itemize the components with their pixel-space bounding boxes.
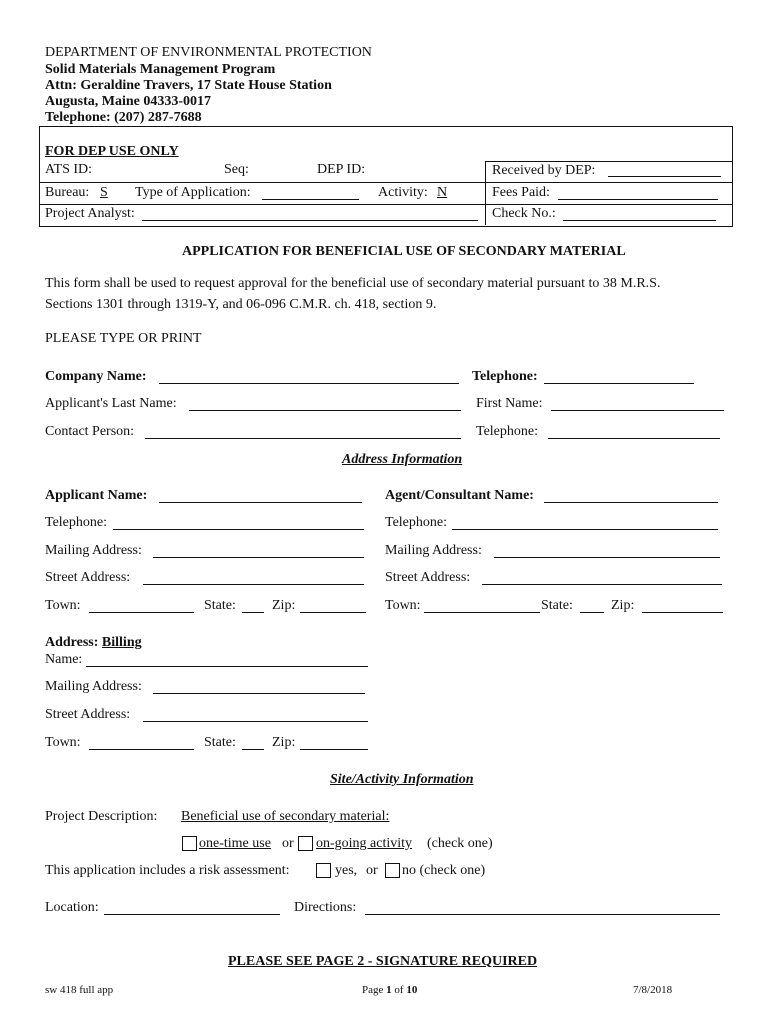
- applicant-town-field[interactable]: [89, 612, 194, 613]
- page-current: 1: [386, 984, 392, 996]
- billing-name-label: Name:: [45, 652, 83, 667]
- program-name: Solid Materials Management Program: [45, 62, 276, 77]
- agent-mailing-label: Mailing Address:: [385, 543, 482, 558]
- dep-id-label: DEP ID:: [317, 162, 366, 177]
- directions-label: Directions:: [294, 900, 357, 915]
- activity-label: Activity:: [378, 185, 428, 200]
- company-telephone-label: Telephone:: [472, 369, 538, 384]
- intro-line-2: Sections 1301 through 1319-Y, and 06-096 C.M.R. ch. 418, section 9.: [45, 297, 437, 312]
- agent-telephone-label: Telephone:: [385, 515, 447, 530]
- on-going-activity-checkbox[interactable]: [298, 836, 313, 851]
- check-no-label: Check No.:: [492, 206, 556, 221]
- agent-state-label: State:: [541, 598, 573, 613]
- project-description-label: Project Description:: [45, 809, 158, 824]
- attn-line: Attn: Geraldine Travers, 17 State House Station: [45, 78, 332, 93]
- applicant-state-label: State:: [204, 598, 236, 613]
- risk-yes-label: yes,: [335, 863, 358, 878]
- risk-or-label: or: [366, 863, 378, 878]
- agent-town-field[interactable]: [424, 612, 540, 613]
- received-field[interactable]: [608, 176, 721, 177]
- billing-zip-field[interactable]: [300, 749, 368, 750]
- city-line: Augusta, Maine 04333-0017: [45, 94, 212, 109]
- contact-telephone-label: Telephone:: [476, 424, 538, 439]
- company-name-label: Company Name:: [45, 369, 147, 384]
- applicant-name-label: Applicant Name:: [45, 488, 148, 503]
- agent-state-field[interactable]: [580, 612, 604, 613]
- applicant-state-field[interactable]: [242, 612, 264, 613]
- applicant-street-field[interactable]: [143, 584, 364, 585]
- contact-person-field[interactable]: [145, 438, 461, 439]
- billing-street-field[interactable]: [143, 721, 368, 722]
- activity-value: N: [437, 185, 448, 200]
- billing-street-label: Street Address:: [45, 707, 131, 722]
- agent-name-label: Agent/Consultant Name:: [385, 488, 534, 503]
- check-no-field[interactable]: [563, 220, 716, 221]
- intro-line-1: This form shall be used to request approval for the beneficial use of secondary material pursuant to 38 M.R.S.: [45, 276, 661, 291]
- billing-mailing-field[interactable]: [153, 693, 365, 694]
- dep-use-heading: FOR DEP USE ONLY: [45, 144, 179, 159]
- seq-label: Seq:: [224, 162, 249, 177]
- contact-person-label: Contact Person:: [45, 424, 135, 439]
- agent-town-label: Town:: [385, 598, 421, 613]
- applicant-mailing-field[interactable]: [153, 557, 364, 558]
- billing-zip-label: Zip:: [272, 735, 296, 750]
- applicant-street-label: Street Address:: [45, 570, 131, 585]
- beneficial-use-label: Beneficial use of secondary material:: [181, 809, 390, 824]
- risk-no-checkbox[interactable]: [385, 863, 400, 878]
- agent-zip-label: Zip:: [611, 598, 635, 613]
- footer-page-number: [362, 984, 417, 996]
- agent-street-field[interactable]: [482, 584, 722, 585]
- applicant-name-field[interactable]: [159, 502, 362, 503]
- applicant-telephone-field[interactable]: [113, 529, 364, 530]
- page-total: 10: [406, 984, 418, 996]
- footer-form-id: sw 418 full app: [45, 984, 114, 996]
- fees-paid-field[interactable]: [558, 199, 718, 200]
- bureau-value: S: [100, 185, 108, 200]
- agency-name: DEPARTMENT OF ENVIRONMENTAL PROTECTION: [45, 45, 372, 60]
- billing-mailing-label: Mailing Address:: [45, 679, 142, 694]
- page-prefix: Page: [362, 984, 384, 996]
- billing-state-label: State:: [204, 735, 236, 750]
- last-name-field[interactable]: [189, 410, 461, 411]
- billing-heading-prefix: Address:: [45, 635, 99, 650]
- one-time-use-checkbox[interactable]: [182, 836, 197, 851]
- on-going-activity-label: on-going activity: [316, 836, 413, 851]
- fees-paid-label: Fees Paid:: [492, 185, 550, 200]
- risk-no-label: no (check one): [402, 863, 486, 878]
- risk-yes-checkbox[interactable]: [316, 863, 331, 878]
- one-time-use-label: one-time use: [199, 836, 271, 851]
- billing-town-field[interactable]: [89, 749, 194, 750]
- first-name-label: First Name:: [476, 396, 543, 411]
- ats-id-label: ATS ID:: [45, 162, 93, 177]
- or-label: or: [282, 836, 294, 851]
- company-name-field[interactable]: [159, 383, 459, 384]
- agent-mailing-field[interactable]: [494, 557, 720, 558]
- location-field[interactable]: [104, 914, 280, 915]
- form-title: APPLICATION FOR BENEFICIAL USE OF SECONDARY MATERIAL: [182, 244, 626, 259]
- please-type-note: PLEASE TYPE OR PRINT: [45, 331, 202, 346]
- first-name-field[interactable]: [551, 410, 724, 411]
- last-name-label: Applicant's Last Name:: [45, 396, 177, 411]
- type-of-application-field[interactable]: [262, 199, 359, 200]
- applicant-town-label: Town:: [45, 598, 81, 613]
- billing-heading-word: Billing: [101, 635, 142, 650]
- footer-date: 7/8/2018: [633, 984, 673, 996]
- agent-name-field[interactable]: [544, 502, 718, 503]
- page-of: of: [394, 984, 404, 996]
- project-analyst-label: Project Analyst:: [45, 206, 135, 221]
- billing-town-label: Town:: [45, 735, 81, 750]
- company-telephone-field[interactable]: [544, 383, 694, 384]
- applicant-mailing-label: Mailing Address:: [45, 543, 142, 558]
- directions-field[interactable]: [365, 914, 720, 915]
- site-heading: Site/Activity Information: [330, 772, 474, 787]
- type-of-application-label: Type of Application:: [135, 185, 251, 200]
- agent-zip-field[interactable]: [642, 612, 723, 613]
- applicant-zip-label: Zip:: [272, 598, 296, 613]
- location-label: Location:: [45, 900, 99, 915]
- received-label: Received by DEP:: [492, 163, 596, 178]
- telephone-line: Telephone: (207) 287-7688: [45, 110, 202, 125]
- applicant-telephone-label: Telephone:: [45, 515, 107, 530]
- applicant-zip-field[interactable]: [300, 612, 366, 613]
- contact-telephone-field[interactable]: [548, 438, 720, 439]
- billing-heading: [45, 635, 142, 651]
- bureau-label: Bureau:: [45, 185, 90, 200]
- see-page-2-note: PLEASE SEE PAGE 2 - SIGNATURE REQUIRED: [228, 954, 538, 969]
- agent-telephone-field[interactable]: [452, 529, 718, 530]
- address-heading: Address Information: [342, 452, 463, 467]
- billing-name-field[interactable]: [86, 666, 368, 667]
- risk-assessment-label: This application includes a risk assessment:: [45, 863, 290, 878]
- billing-state-field[interactable]: [242, 749, 264, 750]
- agent-street-label: Street Address:: [385, 570, 471, 585]
- check-one-label: (check one): [427, 836, 493, 851]
- project-analyst-field[interactable]: [142, 220, 478, 221]
